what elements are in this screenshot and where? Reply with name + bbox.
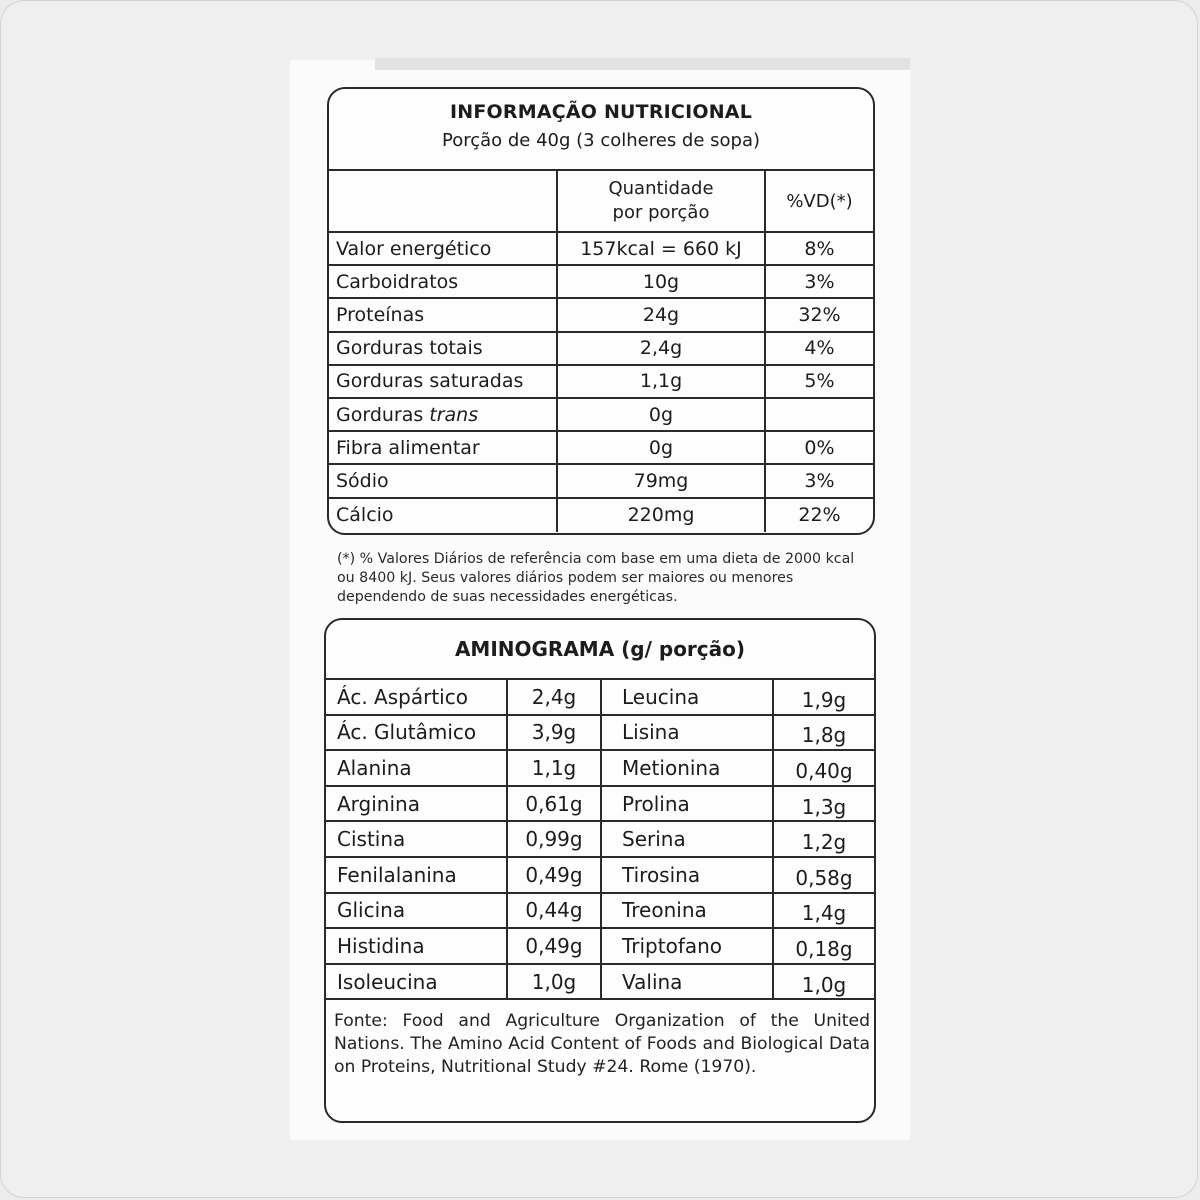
amino-name: Valina [622,969,683,994]
amino-value: 0,40g [772,751,874,785]
amino-value: 0,44g [506,894,602,928]
nutrient-quantity: 0g [556,432,766,463]
amino-name: Triptofano [622,933,723,958]
quantity-header-line2: por porção [612,202,710,223]
amino-row [326,822,874,858]
nutrition-column-headers [329,171,873,233]
amino-row [326,787,874,823]
amino-value: 1,1g [506,751,602,785]
amino-value: 0,49g [506,929,602,963]
portion-size: Porção de 40g (3 colheres de sopa) [441,130,761,151]
quantity-column-header [556,171,766,231]
amino-row [326,680,874,716]
nutrient-vd: 5% [804,370,835,393]
vd-column-header: %VD(*) [786,190,853,212]
amino-value: 2,4g [506,680,602,714]
nutrient-name: Fibra alimentar [336,436,480,459]
nutrition-row [329,399,873,432]
nutrient-name: Proteínas [336,303,425,326]
nutrition-row [329,333,873,366]
nutrient-vd: 3% [804,270,835,293]
amino-value: 1,3g [772,787,874,821]
amino-value: 1,0g [772,965,874,999]
amino-name: Fenilalanina [337,862,457,887]
nutrition-row [329,299,873,332]
nutrient-name-italic: trans [429,403,479,426]
nutrient-quantity: 10g [556,266,766,297]
amino-row [326,716,874,752]
amino-name: Metionina [622,755,721,780]
amino-name: Isoleucina [337,969,438,994]
amino-value: 0,99g [506,822,602,856]
nutrient-name: Carboidratos [336,270,459,293]
amino-value: 1,9g [772,680,874,714]
nutrition-row [329,233,873,266]
amino-name: Glicina [337,898,406,923]
nutrient-vd: 4% [804,337,835,360]
nutrition-row [329,499,873,532]
daily-values-footnote: (*) % Valores Diários de referência com base em uma dieta de 2000 kcal ou 8400 kJ. Seus valores diários podem ser maiores ou menores dependendo de suas necessidades energéticas. [337,551,855,605]
nutrient-name: Gorduras saturadas [336,370,524,393]
nutrition-row [329,266,873,299]
nutrient-quantity: 1,1g [556,366,766,397]
nutrient-column-header [329,171,556,231]
amino-name: Treonina [622,898,707,923]
nutrient-quantity: 157kcal = 660 kJ [556,233,766,264]
amino-name: Histidina [337,933,425,958]
amino-name: Alanina [337,755,412,780]
nutrient-name-cell [329,399,556,430]
sheet-shadow [375,58,910,70]
nutrient-name: Gorduras totais [336,337,483,360]
aminogram-title: AMINOGRAMA (g/ porção) [326,620,874,680]
nutrition-row [329,432,873,465]
nutrient-vd: 22% [798,504,841,527]
amino-name: Leucina [622,684,700,709]
nutrient-vd: 8% [804,237,835,260]
amino-value: 1,2g [772,822,874,856]
amino-name: Cistina [337,827,406,852]
amino-name: Prolina [622,791,690,816]
amino-value: 0,58g [772,858,874,892]
nutrition-facts-table [327,87,875,535]
nutrient-quantity: 2,4g [556,333,766,364]
amino-name: Ác. Glutâmico [337,720,477,745]
amino-row [326,858,874,894]
nutrient-quantity: 220mg [556,499,766,532]
nutrient-quantity: 0g [556,399,766,430]
nutrient-vd: 3% [804,469,835,492]
amino-value: 1,8g [772,716,874,750]
nutrition-header [329,89,873,171]
nutrient-vd: 32% [798,303,841,326]
nutrient-vd: 0% [804,436,835,459]
amino-name: Ác. Aspártico [337,684,468,709]
nutrition-row [329,366,873,399]
amino-value: 0,18g [772,929,874,963]
nutrition-row [329,465,873,498]
nutrient-name: Cálcio [336,504,394,527]
amino-value: 1,4g [772,894,874,928]
amino-row [326,751,874,787]
amino-name: Serina [622,827,686,852]
amino-value: 3,9g [506,716,602,750]
amino-name: Arginina [337,791,420,816]
aminogram-source: Fonte: Food and Agriculture Organization of the United Nations. The Amino Acid Content of Foods and Biological Data on Proteins, Nutritional Study #24. Rome (1970). [334,1011,870,1078]
nutrient-name: Sódio [336,469,389,492]
nutrient-quantity: 24g [556,299,766,330]
quantity-header-line1: Quantidade [608,178,714,199]
amino-value: 1,0g [506,965,602,999]
amino-name: Tirosina [622,862,701,887]
aminogram-table [324,618,876,1123]
amino-row [326,894,874,930]
nutrient-quantity: 79mg [556,465,766,496]
amino-name: Lisina [622,720,680,745]
nutrient-vd [766,399,873,430]
amino-row [326,929,874,965]
amino-value: 0,61g [506,787,602,821]
amino-value: 0,49g [506,858,602,892]
amino-row [326,965,874,1001]
nutrition-title: INFORMAÇÃO NUTRICIONAL [449,101,753,123]
nutrient-name: Gorduras [336,403,424,426]
nutrient-name: Valor energético [336,237,492,260]
